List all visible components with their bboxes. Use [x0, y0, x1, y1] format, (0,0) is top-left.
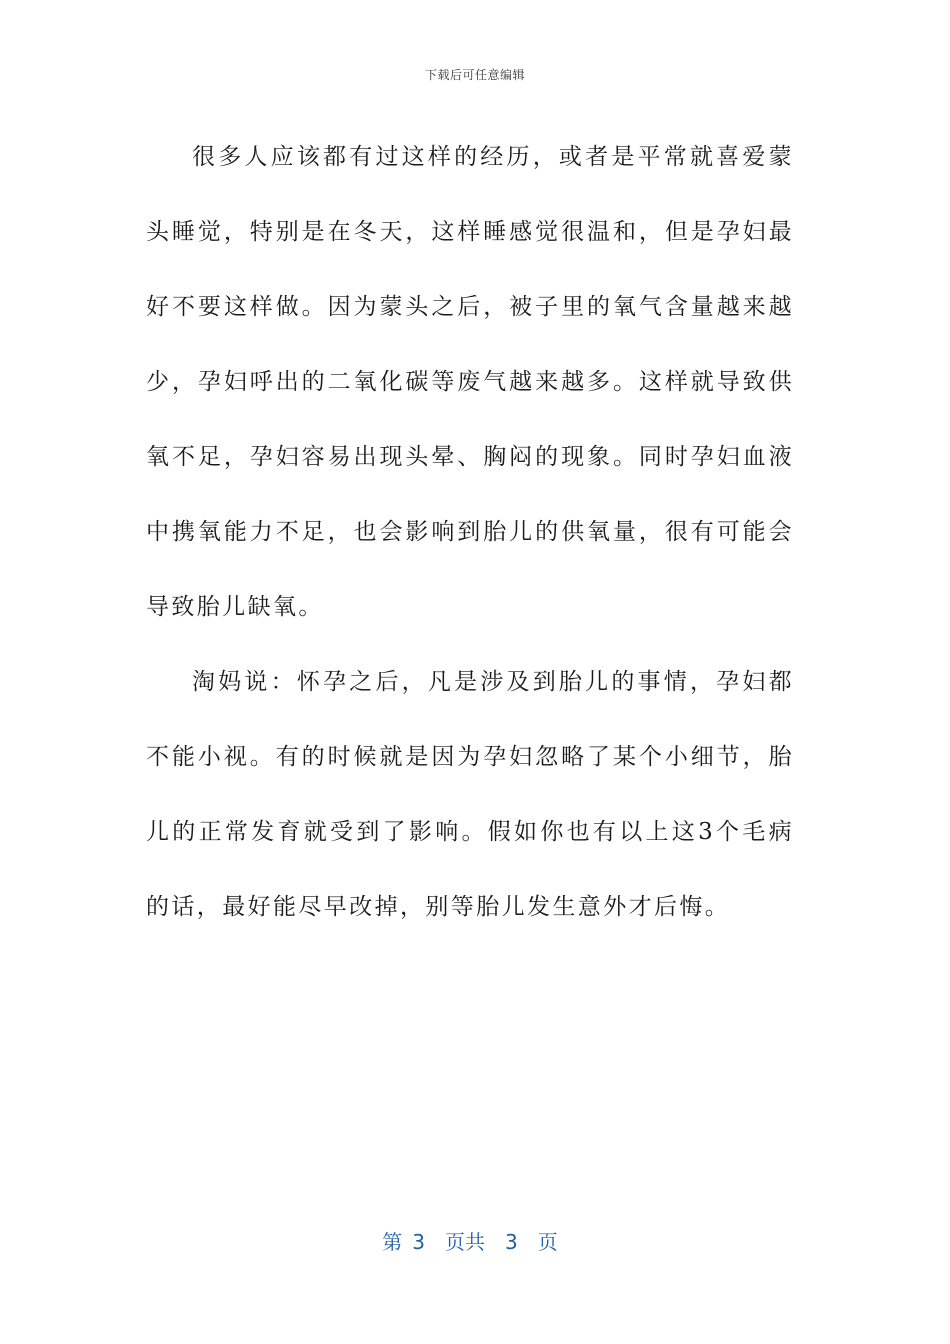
footer-prefix: 第 [382, 1230, 403, 1254]
footer-suffix: 页 [537, 1230, 558, 1254]
current-page-number: 3 [412, 1230, 425, 1254]
footer-middle: 页共 [445, 1230, 485, 1254]
paragraph: 淘妈说：怀孕之后，凡是涉及到胎儿的事情，孕妇都不能小视。有的时候就是因为孕妇忽略了某个小细节，胎儿的正常发育就受到了影响。假如你也有以上这3个毛病的话，最好能尽早改掉，别等胎儿发生意外才后悔。 [146, 669, 794, 920]
total-page-number: 3 [505, 1230, 518, 1254]
document-body [146, 120, 794, 945]
paragraph: 很多人应该都有过这样的经历，或者是平常就喜爱蒙头睡觉，特别是在冬天，这样睡感觉很温和，但是孕妇最好不要这样做。因为蒙头之后，被子里的氧气含量越来越少，孕妇呼出的二氧化碳等废气越来越多。这样就导致供氧不足，孕妇容易出现头晕、胸闷的现象。同时孕妇血液中携氧能力不足，也会影响到胎儿的供氧量，很有可能会导致胎儿缺氧。 [146, 144, 794, 620]
page-footer [0, 1226, 950, 1255]
page-header-note: 下载后可任意编辑 [424, 68, 525, 82]
